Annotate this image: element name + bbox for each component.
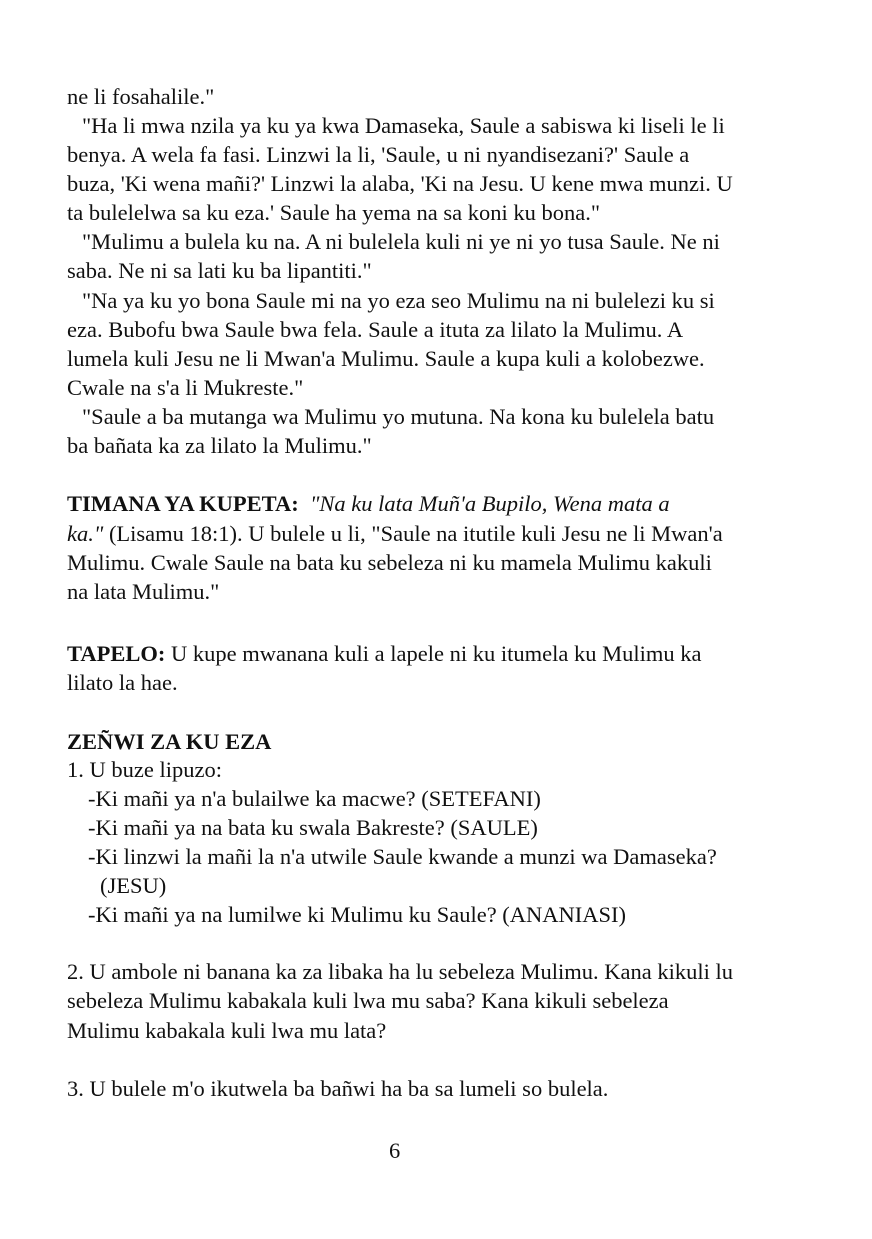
story-line: benya. A wela fa fasi. Linzwi la li, 'Saule, u ni nyandisezani?' Saule a [67, 142, 690, 167]
page-number: 6 [389, 1138, 401, 1163]
prayer-text: U kupe mwanana kuli a lapele ni ku itumela ku Mulimu ka [165, 641, 702, 666]
question-2-line: sebeleza Mulimu kabakala kuli lwa mu saba? Kana kikuli sebeleza [67, 988, 669, 1013]
story-line: Cwale na s'a li Mukreste." [67, 375, 304, 400]
question-3: 3. U bulele m'o ikutwela ba bañwi ha ba sa lumeli so bulela. [67, 1076, 609, 1101]
question-item: -Ki mañi ya n'a bulailwe ka macwe? (SETEFANI) [88, 786, 541, 811]
story-line: ba bañata ka za lilato la Mulimu." [67, 433, 372, 458]
story-line: saba. Ne ni sa lati ku ba lipantiti." [67, 258, 372, 283]
question-item: -Ki linzwi la mañi la n'a utwile Saule kwande a munzi wa Damaseka? [88, 844, 717, 869]
story-line: lumela kuli Jesu ne li Mwan'a Mulimu. Saule a kupa kuli a kolobezwe. [67, 346, 705, 371]
prayer-line-1 [67, 639, 701, 669]
question-item-answer: (JESU) [100, 873, 167, 898]
memory-verse-heading: TIMANA YA KUPETA: [67, 491, 299, 516]
story-line: "Ha li mwa nzila ya ku ya kwa Damaseka, Saule a sabiswa ki liseli le li [82, 113, 725, 138]
story-line: buza, 'Ki wena mañi?' Linzwi la alaba, 'Ki na Jesu. U kene mwa munzi. U [67, 171, 733, 196]
question-1-intro: 1. U buze lipuzo: [67, 757, 222, 782]
memory-verse-quote: "Na ku lata Muñ'a Bupilo, Wena mata a [309, 491, 670, 516]
activities-heading: ZEÑWI ZA KU EZA [67, 729, 272, 754]
memory-verse-reference: (Lisamu 18:1). U bulele u li, "Saule na itutile kuli Jesu ne li Mwan'a [103, 521, 723, 546]
memory-verse-line-3: Mulimu. Cwale Saule na bata ku sebeleza ni ku mamela Mulimu kakuli [67, 550, 712, 575]
story-line: "Saule a ba mutanga wa Mulimu yo mutuna. Na kona ku bulelela batu [82, 404, 715, 429]
memory-verse-line-2 [67, 519, 723, 549]
question-item: -Ki mañi ya na lumilwe ki Mulimu ku Saule? (ANANIASI) [88, 902, 627, 927]
prayer-heading: TAPELO: [67, 641, 166, 666]
story-line: "Mulimu a bulela ku na. A ni bulelela kuli ni ye ni yo tusa Saule. Ne ni [82, 229, 720, 254]
story-line: ne li fosahalile." [67, 84, 215, 109]
memory-verse-line-4: na lata Mulimu." [67, 579, 220, 604]
question-2-line: Mulimu kabakala kuli lwa mu lata? [67, 1018, 387, 1043]
story-line: ta bulelelwa sa ku eza.' Saule ha yema na sa koni ku bona." [67, 200, 601, 225]
prayer-line-2: lilato la hae. [67, 670, 178, 695]
story-line: "Na ya ku yo bona Saule mi na yo eza seo Mulimu na ni bulelezi ku si [82, 288, 715, 313]
question-2-line: 2. U ambole ni banana ka za libaka ha lu sebeleza Mulimu. Kana kikuli lu [67, 959, 734, 984]
question-item: -Ki mañi ya na bata ku swala Bakreste? (SAULE) [88, 815, 538, 840]
memory-verse-line-1 [67, 489, 670, 519]
story-line: eza. Bubofu bwa Saule bwa fela. Saule a ituta za lilato la Mulimu. A [67, 317, 684, 342]
memory-verse-quote-end: ka." [67, 521, 104, 546]
